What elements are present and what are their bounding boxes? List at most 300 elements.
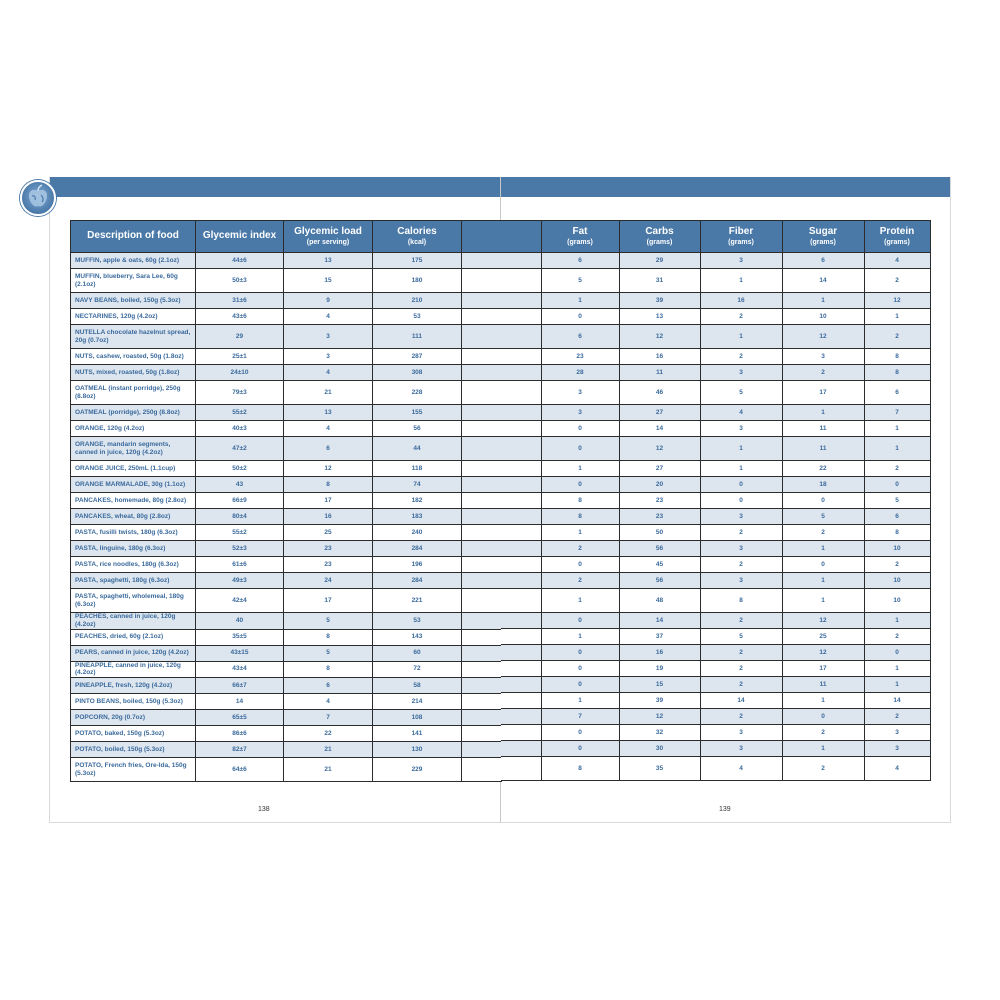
cell-protein: 1: [864, 677, 930, 693]
table-row: [71, 573, 502, 589]
cell-fat: 8: [541, 757, 619, 781]
cell-fiber: 2: [700, 709, 782, 725]
cell-fat: 1: [541, 589, 619, 613]
cell-carbs: 35: [619, 757, 700, 781]
cell-cal: 60: [373, 645, 462, 661]
cell-spacer: [501, 509, 541, 525]
cell-fat: 3: [541, 381, 619, 405]
cell-cal: 214: [373, 694, 462, 710]
cell-spacer: [462, 293, 502, 309]
cell-cal: 72: [373, 661, 462, 678]
cell-gl: 15: [284, 269, 373, 293]
cell-spacer: [462, 493, 502, 509]
cell-fiber: 5: [700, 381, 782, 405]
cell-desc: POTATO, French fries, Ore-Ida, 150g (5.3oz): [71, 758, 196, 782]
cell-gi: 66±7: [196, 678, 284, 694]
header-glycemic-index: [196, 221, 284, 253]
cell-desc: ORANGE MARMALADE, 30g (1.1oz): [71, 477, 196, 493]
header-carbs-label: Carbs: [645, 226, 674, 238]
header-sugar-label: Sugar: [808, 226, 838, 238]
table-row: [501, 349, 930, 365]
cell-cal: 111: [373, 325, 462, 349]
cell-cal: 183: [373, 509, 462, 525]
table-row: [71, 629, 502, 645]
cell-spacer: [462, 613, 502, 630]
cell-spacer: [501, 677, 541, 693]
cell-fat: 1: [541, 693, 619, 709]
header-calories-unit: (kcal): [407, 238, 427, 246]
cell-desc: OATMEAL (porridge), 250g (8.8oz): [71, 405, 196, 421]
table-row: [501, 293, 930, 309]
cell-spacer: [501, 709, 541, 725]
cell-spacer: [501, 477, 541, 493]
cell-spacer: [462, 509, 502, 525]
table-row: [501, 269, 930, 293]
header-description: [71, 221, 196, 253]
cell-gi: 49±3: [196, 573, 284, 589]
cell-spacer: [501, 269, 541, 293]
cell-carbs: 20: [619, 477, 700, 493]
cell-sugar: 25: [782, 629, 864, 645]
table-row: [501, 325, 930, 349]
cell-carbs: 39: [619, 293, 700, 309]
cell-gi: 61±6: [196, 557, 284, 573]
cell-spacer: [501, 461, 541, 477]
cell-spacer: [501, 629, 541, 645]
header-sugar-unit: (grams): [810, 238, 836, 246]
cell-protein: 1: [864, 661, 930, 677]
cell-gl: 22: [284, 726, 373, 742]
cell-fat: 0: [541, 557, 619, 573]
cell-protein: 1: [864, 437, 930, 461]
cell-cal: 44: [373, 437, 462, 461]
cell-gi: 65±5: [196, 710, 284, 726]
cell-gl: 4: [284, 421, 373, 437]
cell-gi: 55±2: [196, 525, 284, 541]
header-fat-label: Fat: [572, 226, 588, 238]
table-row: [71, 678, 502, 694]
cell-desc: PASTA, fusilli twists, 180g (6.3oz): [71, 525, 196, 541]
cell-protein: 10: [864, 589, 930, 613]
cell-sugar: 12: [782, 325, 864, 349]
table-row: [71, 381, 502, 405]
cell-cal: 284: [373, 573, 462, 589]
cell-spacer: [462, 758, 502, 782]
header-sugar: [782, 221, 864, 253]
right-header-band: [501, 177, 950, 197]
header-fat: [541, 221, 619, 253]
cell-gi: 64±6: [196, 758, 284, 782]
cell-fat: 6: [541, 253, 619, 269]
table-row: [501, 365, 930, 381]
cell-carbs: 12: [619, 709, 700, 725]
cell-sugar: 22: [782, 461, 864, 477]
cell-protein: 1: [864, 613, 930, 629]
table-row: [71, 645, 502, 661]
cell-carbs: 23: [619, 509, 700, 525]
cell-sugar: 2: [782, 365, 864, 381]
cell-gl: 25: [284, 525, 373, 541]
cell-gl: 6: [284, 678, 373, 694]
cell-gl: 4: [284, 365, 373, 381]
cell-protein: 4: [864, 253, 930, 269]
cell-spacer: [462, 557, 502, 573]
cell-protein: 3: [864, 725, 930, 741]
cell-fat: 1: [541, 525, 619, 541]
cell-cal: 53: [373, 613, 462, 630]
header-carbs: [619, 221, 700, 253]
cell-gi: 40: [196, 613, 284, 630]
cell-gl: 8: [284, 629, 373, 645]
cell-desc: PANCAKES, wheat, 80g (2.8oz): [71, 509, 196, 525]
cell-sugar: 14: [782, 269, 864, 293]
cell-carbs: 31: [619, 269, 700, 293]
cell-desc: ORANGE, mandarin segments, canned in juice, 120g (4.2oz): [71, 437, 196, 461]
cell-cal: 53: [373, 309, 462, 325]
table-row: [71, 461, 502, 477]
table-row: [71, 253, 502, 269]
cell-gi: 31±6: [196, 293, 284, 309]
cell-carbs: 29: [619, 253, 700, 269]
cell-spacer: [462, 710, 502, 726]
table-row: [71, 325, 502, 349]
cell-gi: 42±4: [196, 589, 284, 613]
cell-desc: NUTS, cashew, roasted, 50g (1.8oz): [71, 349, 196, 365]
cell-gl: 17: [284, 493, 373, 509]
table-row: [71, 742, 502, 758]
cell-fiber: 1: [700, 437, 782, 461]
cell-cal: 221: [373, 589, 462, 613]
table-row: [71, 477, 502, 493]
cell-spacer: [501, 557, 541, 573]
cell-gl: 21: [284, 381, 373, 405]
cell-spacer: [501, 349, 541, 365]
table-row: [71, 437, 502, 461]
cell-gl: 23: [284, 557, 373, 573]
cell-spacer: [462, 325, 502, 349]
cell-fiber: 5: [700, 629, 782, 645]
cell-sugar: 11: [782, 677, 864, 693]
cell-cal: 118: [373, 461, 462, 477]
table-row: [71, 349, 502, 365]
cell-desc: PANCAKES, homemade, 80g (2.8oz): [71, 493, 196, 509]
table-row: [71, 541, 502, 557]
cell-sugar: 12: [782, 613, 864, 629]
cell-carbs: 39: [619, 693, 700, 709]
cell-fat: 6: [541, 325, 619, 349]
cell-fat: 0: [541, 477, 619, 493]
table-row: [501, 421, 930, 437]
cell-spacer: [501, 493, 541, 509]
cell-spacer: [462, 461, 502, 477]
left-nutrition-table: [70, 220, 502, 782]
cell-protein: 2: [864, 269, 930, 293]
cell-spacer: [501, 757, 541, 781]
table-row: [71, 293, 502, 309]
cell-sugar: 3: [782, 349, 864, 365]
cell-fiber: 3: [700, 725, 782, 741]
cell-desc: PINEAPPLE, canned in juice, 120g (4.2oz): [71, 661, 196, 678]
table-row: [501, 309, 930, 325]
cell-fiber: 2: [700, 309, 782, 325]
cell-fat: 0: [541, 645, 619, 661]
cell-carbs: 27: [619, 461, 700, 477]
cell-protein: 7: [864, 405, 930, 421]
cell-desc: PEACHES, canned in juice, 120g (4.2oz): [71, 613, 196, 630]
table-row: [501, 253, 930, 269]
cell-protein: 0: [864, 645, 930, 661]
left-header-band: [50, 177, 500, 197]
header-protein: [864, 221, 930, 253]
cell-spacer: [501, 405, 541, 421]
cell-gi: 25±1: [196, 349, 284, 365]
cell-desc: ORANGE JUICE, 250mL (1.1cup): [71, 461, 196, 477]
cell-fiber: 3: [700, 741, 782, 757]
cell-gl: 5: [284, 645, 373, 661]
header-glycemic-load-label: Glycemic load: [294, 226, 362, 238]
cell-fat: 0: [541, 437, 619, 461]
table-row: [71, 421, 502, 437]
cell-cal: 56: [373, 421, 462, 437]
cell-fat: 1: [541, 461, 619, 477]
cell-fiber: 2: [700, 557, 782, 573]
cell-gl: 3: [284, 349, 373, 365]
cell-desc: POTATO, boiled, 150g (5.3oz): [71, 742, 196, 758]
cell-spacer: [501, 437, 541, 461]
header-fat-unit: (grams): [567, 238, 593, 246]
header-carbs-unit: (grams): [646, 238, 673, 246]
cell-protein: 2: [864, 557, 930, 573]
cell-spacer: [462, 629, 502, 645]
cell-fat: 5: [541, 269, 619, 293]
cell-fat: 8: [541, 493, 619, 509]
table-row: [501, 573, 930, 589]
cell-spacer: [501, 325, 541, 349]
cell-gl: 17: [284, 589, 373, 613]
table-row: [501, 661, 930, 677]
cell-gi: 79±3: [196, 381, 284, 405]
header-fiber: [700, 221, 782, 253]
cell-gl: 24: [284, 573, 373, 589]
table-row: [501, 725, 930, 741]
cell-fiber: 4: [700, 405, 782, 421]
table-row: [71, 661, 502, 678]
header-fiber-label: Fiber: [728, 226, 754, 238]
cell-spacer: [462, 645, 502, 661]
cell-spacer: [501, 253, 541, 269]
cell-protein: 8: [864, 349, 930, 365]
cell-carbs: 50: [619, 525, 700, 541]
cell-sugar: 1: [782, 573, 864, 589]
table-row: [501, 541, 930, 557]
cell-gl: 4: [284, 694, 373, 710]
cell-spacer: [462, 269, 502, 293]
cell-desc: PINTO BEANS, boiled, 150g (5.3oz): [71, 694, 196, 710]
cell-protein: 4: [864, 757, 930, 781]
cell-gl: 16: [284, 509, 373, 525]
table-row: [501, 693, 930, 709]
cell-desc: PASTA, rice noodles, 180g (6.3oz): [71, 557, 196, 573]
cell-carbs: 13: [619, 309, 700, 325]
cell-fat: 28: [541, 365, 619, 381]
cell-fiber: 2: [700, 613, 782, 629]
cell-sugar: 1: [782, 741, 864, 757]
cell-carbs: 14: [619, 421, 700, 437]
cell-gi: 43: [196, 477, 284, 493]
cell-sugar: 1: [782, 541, 864, 557]
cell-spacer: [462, 678, 502, 694]
cell-fiber: 2: [700, 645, 782, 661]
table-row: [501, 629, 930, 645]
cell-desc: PEACHES, dried, 60g (2.1oz): [71, 629, 196, 645]
cell-fat: 1: [541, 293, 619, 309]
cell-spacer: [462, 437, 502, 461]
header-protein-unit: (grams): [884, 238, 910, 246]
cell-spacer: [462, 726, 502, 742]
table-row: [71, 710, 502, 726]
cell-desc: PASTA, spaghetti, 180g (6.3oz): [71, 573, 196, 589]
table-row: [71, 525, 502, 541]
cell-cal: 58: [373, 678, 462, 694]
cell-cal: 175: [373, 253, 462, 269]
cell-gi: 43±4: [196, 661, 284, 678]
cell-fat: 2: [541, 573, 619, 589]
cell-protein: 8: [864, 525, 930, 541]
cell-fiber: 2: [700, 349, 782, 365]
cell-fiber: 2: [700, 677, 782, 693]
cell-spacer: [501, 645, 541, 661]
cell-spacer: [462, 309, 502, 325]
cell-sugar: 2: [782, 525, 864, 541]
cell-carbs: 12: [619, 437, 700, 461]
cell-gi: 44±6: [196, 253, 284, 269]
cell-cal: 210: [373, 293, 462, 309]
cell-sugar: 0: [782, 709, 864, 725]
cell-cal: 228: [373, 381, 462, 405]
cell-desc: POTATO, baked, 150g (5.3oz): [71, 726, 196, 742]
cell-spacer: [462, 477, 502, 493]
cell-fiber: 8: [700, 589, 782, 613]
cell-cal: 284: [373, 541, 462, 557]
cell-gl: 7: [284, 710, 373, 726]
cell-gl: 8: [284, 661, 373, 678]
cell-spacer: [501, 573, 541, 589]
table-row: [71, 269, 502, 293]
cell-fiber: 0: [700, 477, 782, 493]
cell-desc: NECTARINES, 120g (4.2oz): [71, 309, 196, 325]
cell-protein: 1: [864, 309, 930, 325]
cell-desc: PASTA, spaghetti, wholemeal, 180g (6.3oz): [71, 589, 196, 613]
cell-spacer: [462, 694, 502, 710]
cell-spacer: [501, 365, 541, 381]
cell-fat: 0: [541, 661, 619, 677]
cell-carbs: 16: [619, 645, 700, 661]
cell-sugar: 2: [782, 757, 864, 781]
cell-gl: 13: [284, 253, 373, 269]
table-row: [501, 405, 930, 421]
cell-sugar: 18: [782, 477, 864, 493]
header-calories-label: Calories: [397, 226, 437, 238]
cell-cal: 182: [373, 493, 462, 509]
cell-fiber: 1: [700, 461, 782, 477]
cell-cal: 240: [373, 525, 462, 541]
cell-fat: 7: [541, 709, 619, 725]
cell-gi: 43±6: [196, 309, 284, 325]
cell-cal: 143: [373, 629, 462, 645]
cell-spacer: [501, 309, 541, 325]
cell-cal: 155: [373, 405, 462, 421]
cell-fat: 0: [541, 421, 619, 437]
cell-desc: NUTS, mixed, roasted, 50g (1.8oz): [71, 365, 196, 381]
cell-fiber: 1: [700, 325, 782, 349]
cell-gi: 43±15: [196, 645, 284, 661]
cell-spacer: [501, 741, 541, 757]
cell-sugar: 6: [782, 253, 864, 269]
table-row: [501, 645, 930, 661]
cell-protein: 0: [864, 477, 930, 493]
cell-fat: 0: [541, 613, 619, 629]
cell-carbs: 48: [619, 589, 700, 613]
cell-spacer: [501, 613, 541, 629]
cell-sugar: 11: [782, 421, 864, 437]
cell-fat: 0: [541, 725, 619, 741]
table-row: [501, 437, 930, 461]
cell-carbs: 56: [619, 541, 700, 557]
cell-fiber: 3: [700, 253, 782, 269]
cell-gi: 29: [196, 325, 284, 349]
cell-fiber: 0: [700, 493, 782, 509]
cell-gi: 82±7: [196, 742, 284, 758]
header-spacer-left: [462, 221, 502, 253]
cell-fiber: 3: [700, 541, 782, 557]
cell-fiber: 2: [700, 661, 782, 677]
cell-spacer: [462, 742, 502, 758]
cell-fat: 3: [541, 405, 619, 421]
cell-spacer: [462, 541, 502, 557]
cell-sugar: 11: [782, 437, 864, 461]
cell-desc: PASTA, linguine, 180g (6.3oz): [71, 541, 196, 557]
cell-carbs: 14: [619, 613, 700, 629]
header-glycemic-index-label: Glycemic index: [202, 230, 277, 242]
cell-fat: 8: [541, 509, 619, 525]
cell-spacer: [462, 525, 502, 541]
header-protein-label: Protein: [879, 226, 915, 238]
cell-gi: 80±4: [196, 509, 284, 525]
header-glycemic-load-unit: (per serving): [306, 238, 350, 246]
cell-spacer: [462, 405, 502, 421]
cell-protein: 2: [864, 629, 930, 645]
cell-cal: 196: [373, 557, 462, 573]
cell-gi: 35±5: [196, 629, 284, 645]
cell-fat: 0: [541, 309, 619, 325]
cell-carbs: 23: [619, 493, 700, 509]
cell-desc: PINEAPPLE, fresh, 120g (4.2oz): [71, 678, 196, 694]
cell-cal: 74: [373, 477, 462, 493]
table-row: [501, 461, 930, 477]
cell-gl: 21: [284, 758, 373, 782]
cell-carbs: 30: [619, 741, 700, 757]
cell-fiber: 3: [700, 509, 782, 525]
cell-spacer: [501, 725, 541, 741]
cell-fiber: 4: [700, 757, 782, 781]
cell-carbs: 12: [619, 325, 700, 349]
table-row: [71, 589, 502, 613]
cell-sugar: 0: [782, 493, 864, 509]
cell-spacer: [501, 661, 541, 677]
cell-protein: 3: [864, 741, 930, 757]
table-row: [501, 477, 930, 493]
table-row: [501, 757, 930, 781]
